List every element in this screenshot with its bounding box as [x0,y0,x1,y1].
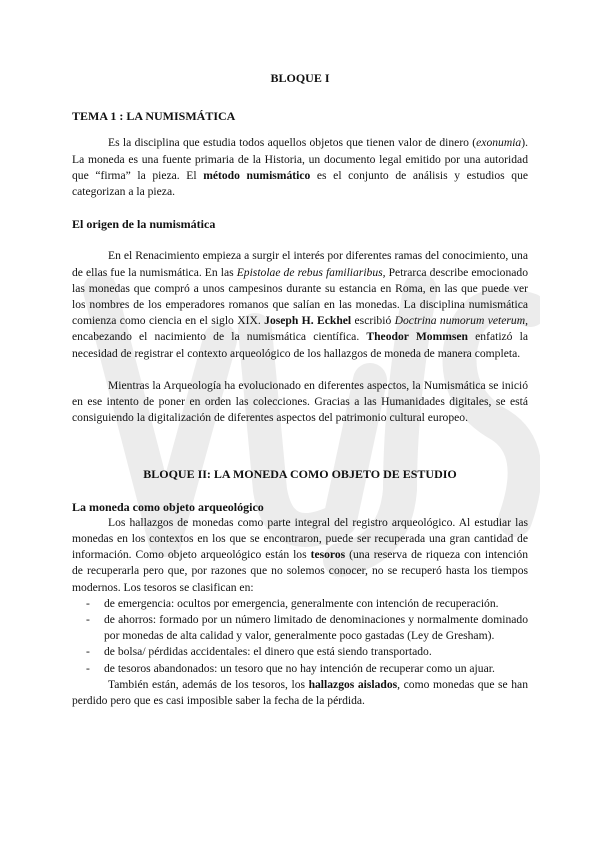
list-item: - de ahorros: formado por un número limitado de denominaciones y normalmente dominado por monedas de alta calidad y valor, generalmente poco gastadas (Ley de Gresham). [86,613,528,643]
origen-paragraph-1: En el Renacimiento empieza a surgir el interés por diferentes ramas del conocimiento, una de ellas fue la numismática. En las Epistolae de rebus familiaribus, Petrarca describe emocionado las monedas que compró a unos campesinos durante su estancia en Roma, en las que puede ver los nombres de los emperadores romanos que salían en las monedas. La disciplina numismática comienza como ciencia en el siglo XIX. Joseph H. Eckhel escribió Doctrina numorum veterum, encabezando el nacimiento de la numismática científica. Theodor Mommsen enfatizó la necesidad de registrar el contexto arqueológico de los hallazgos de moneda de manera completa. [72,249,529,360]
list-item: - de bolsa/ pérdidas accidentales: el dinero que está siendo transportado. [86,645,432,659]
origen-title: El origen de la numismática [72,217,216,232]
origen-paragraph-2: Mientras la Arqueología ha evolucionado en diferentes aspectos, la Numismática se inició en ese intento de poner en orden las colecciones. Gracias a las Humanidades digitales, se está consiguiendo la digitalización de diferentes aspectos del patrimonio cultural europeo. [72,378,528,425]
list-item: - de emergencia: ocultos por emergencia, generalmente con intención de recuperación. [86,596,499,610]
tema-1-paragraph: Es la disciplina que estudia todos aquellos objetos que tienen valor de dinero (exonumia). La moneda es una fuente primaria de la Historia, un documento legal emitido por una autoridad que “firma” la pieza. El método numismático es el conjunto de análisis y estudios que categorizan a la pieza. [72,136,529,199]
document-content [72,70,528,709]
moneda-paragraph-2: También están, además de los tesoros, los hallazgos aislados, como monedas que se han perdido pero que es casi imposible saber la fecha de la pérdida. [72,677,528,708]
bloque-1-title: BLOQUE I [270,71,330,85]
list-item: - de tesoros abandonados: un tesoro que no hay intención de recuperar como un ajuar. [86,661,495,675]
tema-1-title: TEMA 1 : LA NUMISMÁTICA [72,109,236,124]
moneda-section-title: La moneda como objeto arqueológico [72,499,264,514]
tesoros-list [72,596,528,677]
moneda-paragraph-1: Los hallazgos de monedas como parte integral del registro arqueológico. Al estudiar las monedas en los contextos en los que se encontraron, puede ser recuperada una gran cantidad de información. Como objeto arqueológico están los tesoros (una reserva de riqueza con intención de recuperarla pero que, por razones que no solemos conocer, no se recuperó hasta los tiempos modernos. Los tesoros se clasifican en: [72,515,528,594]
bloque-2-title: BLOQUE II: LA MONEDA COMO OBJETO DE ESTUDIO [143,467,457,482]
